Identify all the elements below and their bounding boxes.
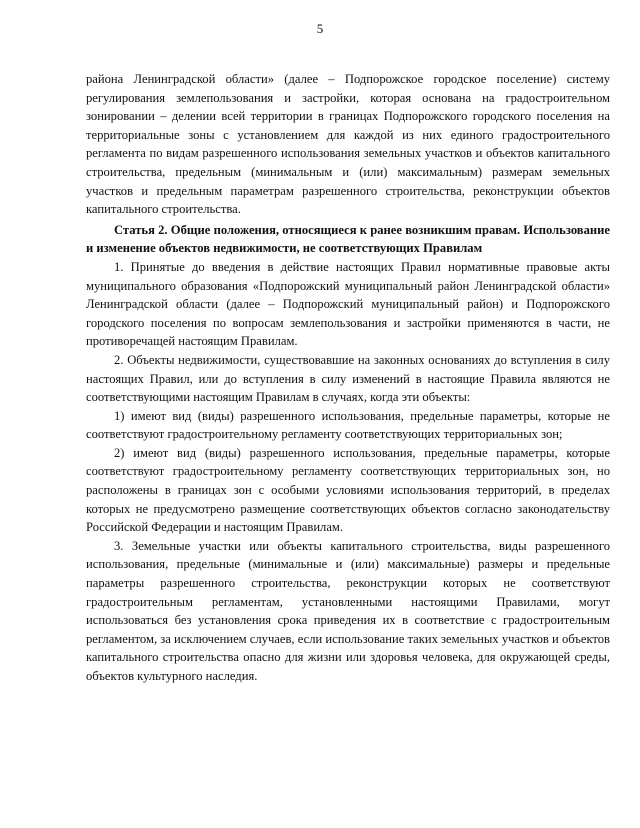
document-body <box>86 70 610 686</box>
paragraph-item-1: 1. Принятые до введения в действие настоящих Правил нормативные правовые акты муниципального образования «Подпорожский муниципальный район Ленинградской области» Ленинградской области (далее – Подпорожский муниципальный район) и Подпорожского городского поселения по вопросам землепользования и застройки применяются в части, не противоречащей настоящим Правилам. <box>86 259 610 349</box>
paragraph-item-3: 3. Земельные участки или объекты капитального строительства, виды разрешенного использования, предельные (минимальные и (или) максимальные) размеры и предельные параметры разрешенного строительства, реконструкции которых не соответствуют градостроительным регламентам, установленными настоящими Правилами, могут использоваться без установления срока приведения их в соответствие с градостроительным регламентом, за исключением случаев, если использование таких земельных участков и объектов капитального строительства опасно для жизни или здоровья человека, для окружающей среды, объектов культурного наследия. <box>86 538 610 683</box>
article-heading: Статья 2. Общие положения, относящиеся к ранее возникшим правам. Использование и изменение объектов недвижимости, не соответствующих Правилам <box>86 222 610 256</box>
paragraph-item-2: 2. Объекты недвижимости, существовавшие на законных основаниях до вступления в силу настоящих Правил, или до вступления в силу изменений в настоящие Правила являются не соответствующими настоящим Правилам в случаях, когда эти объекты: <box>86 352 610 405</box>
subitem-1: 1) имеют вид (виды) разрешенного использования, предельные параметры, которые не соответствуют градостроительному регламенту соответствующих территориальных зон; <box>86 408 610 442</box>
paragraph-continuation: района Ленинградской области» (далее – Подпорожское городское поселение) систему регулирования землепользования и застройки, которая основана на градостроительном зонировании – делении всей территории в границах Подпорожского городского поселения на территориальные зоны с установлением для каждой из них единого градостроительного регламента по видам разрешенного использования земельных участков и объектов капитального строительства, предельным (минимальным и (или) максимальным) размерам земельных участков и предельным параметрам разрешенного строительства, реконструкции объектов капитального строительства. <box>86 72 610 217</box>
page-number: 5 <box>316 21 324 36</box>
subitem-2: 2) имеют вид (виды) разрешенного использования, предельные параметры, которые соответствуют градостроительному регламенту соответствующих территориальных зон, но расположены в границах зон с особыми условиями использования территорий, в пределах которых не предусмотрено размещение соответствующих объектов согласно законодательству Российской Федерации и настоящим Правилам. <box>86 445 610 535</box>
